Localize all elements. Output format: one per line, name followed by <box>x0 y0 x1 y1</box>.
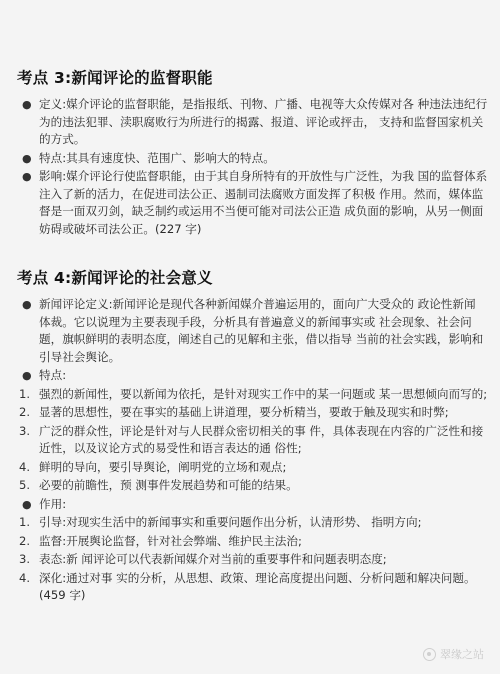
item-number: 5. <box>19 478 31 492</box>
section-supervision <box>17 68 490 239</box>
list-item <box>17 514 490 532</box>
list-item <box>17 533 490 551</box>
list-item <box>17 386 490 404</box>
list-item <box>17 570 490 605</box>
section-title: 考点 3:新闻评论的监督职能 <box>17 69 213 87</box>
bullet-icon: ● <box>22 151 32 165</box>
item-text: 定义:媒介评论的监督职能，是指报纸、刊物、广播、电视等大众传媒对各 种违法违纪行为的违法犯罪、渎职腐败行为所进行的揭露、报道、评论或抨击， 支持和监督国家机关的方式。 <box>39 97 488 146</box>
item-text: 监督:开展舆论监督，针对社会弊端、维护民主法治; <box>39 533 302 548</box>
item-text: 深化:通过对事 实的分析，从思想、政策、理论高度提出问题、分析问题和解决问题。(459 字) <box>39 570 476 602</box>
item-text: 强烈的新闻性，要以新闻为依托，是针对现实工作中的某一问题或 某一思想倾向而写的; <box>39 386 488 401</box>
item-text: 作用: <box>39 496 67 511</box>
item-text: 特点: <box>39 368 67 382</box>
item-text: 影响:媒介评论行使监督职能，由于其自身所特有的开放性与广泛性，为我 国的监督体系注入了新的活力，在促进司法公正、遏制司法腐败方面发挥了积极 作用。然而，媒体监督是一面双刃剑，缺乏制约或运用不当便可能对司法公正造 成负面的影响，从另一侧面妨碍或破坏司法公正。(227 字) <box>39 169 488 236</box>
item-number: 3. <box>19 423 31 438</box>
item-number: 4. <box>19 570 31 585</box>
item-text: 引导:对现实生活中的新闻事实和重要问题作出分析，认清形势、 指明方向; <box>39 515 422 529</box>
list-item <box>17 367 490 385</box>
item-text: 必要的前瞻性，预 测事件发展趋势和可能的结果。 <box>39 478 298 492</box>
list-item <box>17 459 490 477</box>
section-social-significance <box>17 268 490 606</box>
list-item <box>17 404 490 422</box>
supervision-list <box>17 96 490 238</box>
bullet-icon: ● <box>22 298 32 311</box>
list-item <box>17 168 490 238</box>
item-text: 特点:其具有速度快、范围广、影响大的特点。 <box>39 150 275 165</box>
item-number: 3. <box>19 552 31 566</box>
significance-list <box>17 296 490 605</box>
bullet-icon: ● <box>22 170 32 183</box>
list-item <box>17 423 490 458</box>
list-item <box>17 477 490 495</box>
item-number: 1. <box>19 515 31 529</box>
item-text: 广泛的群众性，评论是针对与人民群众密切相关的事 件，具体表现在内容的广泛性和接近性，以及议论方式的易受性和语言表达的通 俗性; <box>39 423 484 455</box>
list-item <box>17 551 490 569</box>
watermark <box>423 646 484 662</box>
watermark-logo-icon <box>423 648 436 661</box>
bullet-icon: ● <box>22 369 32 382</box>
item-text: 新闻评论定义:新闻评论是现代各种新闻媒介普遍运用的，面向广大受众的 政论性新闻 体裁。它以说理为主要表现手段，分析具有普遍意义的新闻事实或 社会现象、社会问题，旗帜鲜明的表明态度，阐述自己的见解和主张，借以指导 当前的社会实践，影响和引导社会舆论。 <box>39 297 484 364</box>
list-item <box>17 296 490 366</box>
watermark-text: 翠缘之站 <box>440 648 484 661</box>
bullet-icon: ● <box>22 497 32 511</box>
item-number: 2. <box>19 533 31 548</box>
item-number: 2. <box>19 405 31 419</box>
section-title: 考点 4:新闻评论的社会意义 <box>17 269 213 287</box>
item-text: 显著的思想性，要在事实的基础上讲道理，要分析精当，要敢于触及现实和时弊; <box>39 405 449 419</box>
bullet-icon: ● <box>22 98 32 111</box>
item-text: 鲜明的导向，要引导舆论，阐明党的立场和观点; <box>39 459 287 474</box>
list-item <box>17 150 490 168</box>
list-item <box>17 96 490 149</box>
item-number: 1. <box>19 386 31 401</box>
list-item <box>17 496 490 514</box>
item-text: 表态:新 闻评论可以代表新闻媒介对当前的重要事件和问题表明态度; <box>39 552 387 566</box>
item-number: 4. <box>19 459 31 474</box>
